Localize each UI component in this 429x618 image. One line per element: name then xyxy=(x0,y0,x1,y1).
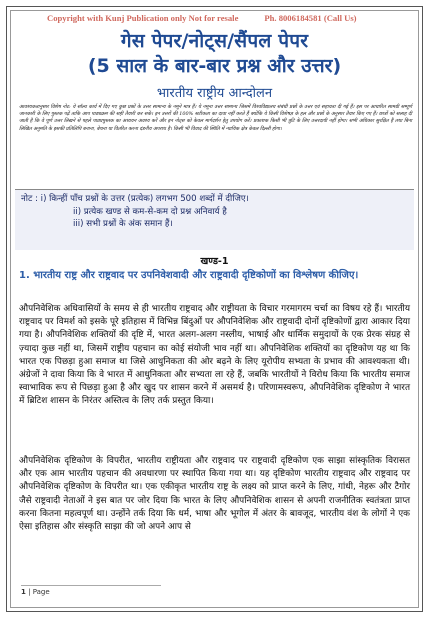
answer-paragraph-1: औपनिवेशिक अधिवासियों के समय से ही भारतीय राष्ट्रवाद और राष्ट्रीयता के विचार गरमागरम चर्चा का विषय रहे हैं। भारतीय राष्ट्रवाद पर विमर्श को इसके पूरे इतिहास में विभिन्न बिंदुओं पर औपनिवेशिक और राष्ट्रवादी दोनों दृष्टिकोणों द्वारा आकार दिया गया है। औपनिवेशिक शक्तियों की दृष्टि में, भारत अलग-अलग नस्लीय, भाषाई और धार्मिक समुदायों के एक प्रेरक संग्रह से ज़्यादा कुछ नहीं था, जिसमें राष्ट्रीय पहचान का कोई संयोजी भाव नहीं था। औपनिवेशिक शक्तियों का दृष्टिकोण यह था कि भारत एक पिछड़ा हुआ समाज था जिसे आधुनिकता की ओर बढ़ने के लिए यूरोपीय सभ्यता के प्रभाव की आवश्यकता थी। अंग्रेजों ने दावा किया कि वे भारत में आधुनिकता और सभ्यता ला रहे हैं, जबकि भारतीयों ने विरोध किया कि भारतीय समाज स्वाभाविक रूप से पिछड़ा हुआ है और खुद पर शासन करने में असमर्थ है। परिणामस्वरूप, औपनिवेशिक दृष्टिकोण ने भारत में ब्रिटिश शासन के निरंतर अस्तित्व के लिए तर्क प्रस्तुत किया। xyxy=(19,304,410,407)
disclaimer-text: आवश्यकतानुसार विशेष नोट: ये सॉल्व कार्य में दिए गए कुछ प्रश्नों के उत्तर सामान्य के नमूने मात्र हैं। ये नमूना उत्तर सामान्य जिसमें विश्वविद्यालय संबंधी प्रश्नों के उत्तर एवं सहायता दी गई हैं। इस पर आधारित सामग्री सम्पूर्ण जानकारी के लिए पुस्तक पढ़ें ताकि आप पाठ्यक्रम की सही तैयारी कर सकें। इन उत्तरों की 100% सटीकता का दावा नहीं करते हैं क्योंकि ये किसी विशेषज्ञ के हल और प्रश्नों के अनुसार तैयार किए गए हैं। छात्रों को सलाह दी जाती है कि वे पूर्ण उत्तर लिखने से पहले पाठ्यपुस्तक का अध्ययन अवश्य करें और इन नोट्स को केवल मार्गदर्शन हेतु उपयोग करें। प्रकाशक किसी भी त्रुटि के लिए उत्तरदायी नहीं होगा। सभी अधिकार सुरक्षित हैं तथा बिना लिखित अनुमति के इसकी प्रतिलिपि बनाना, बेचना या वितरित करना दंडनीय अपराध है। किसी भी विवाद की स्थिति में न्यायिक क्षेत्र केवल दिल्ली होगा। xyxy=(19,104,412,132)
page-footer: 1 | Page xyxy=(21,585,161,596)
answer-paragraph-2: औपनिवेशिक दृष्टिकोण के विपरीत, भारतीय राष्ट्रीयता और राष्ट्रवाद पर राष्ट्रवादी दृष्टिकोण एक साझा सांस्कृतिक विरासत और एक आम भारतीय पहचान की अवधारणा पर स्थापित किया गया था। यह दृष्टिकोण भारतीय राष्ट्रवाद और राष्ट्रवाद पर औपनिवेशिक दृष्टिकोण के विपरीत था। एक एकीकृत भारतीय राष्ट्र के लक्ष्य को प्राप्त करने के लिए, गांधी, नेहरू और टैगोर जैसे राष्ट्रवादी नेताओं ने इस बात पर जोर दिया कि भारत के लिए औपनिवेशिक शासन से अपनी राजनीतिक स्वतंत्रता प्राप्त करना कितना महत्वपूर्ण था। उन्होंने तर्क दिया कि धर्म, भाषा और भूगोल में अंतर के बावजूद, भारतीय वंश के लोगों ने एक ऐसा इतिहास और संस्कृति साझा की जो अपने आप से xyxy=(19,456,410,533)
copyright-notice xyxy=(47,13,377,23)
document-subtitle: (5 साल के बार-बार प्रश्न और उत्तर) xyxy=(87,55,342,77)
instruction-line-1: नोट : i) किन्हीं पाँच प्रश्नों के उत्तर (प्रत्येक) लगभग 500 शब्दों में दीजिए। xyxy=(21,194,249,204)
instruction-line-2: ii) प्रत्येक खण्ड से कम-से-कम दो प्रश्न अनिवार्य है xyxy=(73,206,227,217)
question-heading: 1. भारतीय राष्ट्र और राष्ट्रवाद पर उपनिवेशवादी और राष्ट्रवादी दृष्टिकोणों का विश्लेषण कीजिए। xyxy=(19,270,359,281)
document-title: गेस पेपर/नोट्स/सैंपल पेपर xyxy=(120,30,309,52)
document-page xyxy=(6,6,423,612)
page-number: 1 xyxy=(21,588,26,596)
instructions xyxy=(21,193,249,231)
instruction-line-3: iii) सभी प्रश्नों के अंक समान हैं। xyxy=(73,219,173,229)
phone-number: Ph. 8006184581 (Call Us) xyxy=(264,13,357,23)
instructions-box xyxy=(15,189,414,250)
copyright-text: Copyright with Kunj Publication only Not for resale xyxy=(47,13,239,23)
page-label: Page xyxy=(32,588,50,596)
section-heading: खण्ड-1 xyxy=(200,256,229,267)
subject-heading: भारतीय राष्ट्रीय आन्दोलन xyxy=(156,86,273,101)
